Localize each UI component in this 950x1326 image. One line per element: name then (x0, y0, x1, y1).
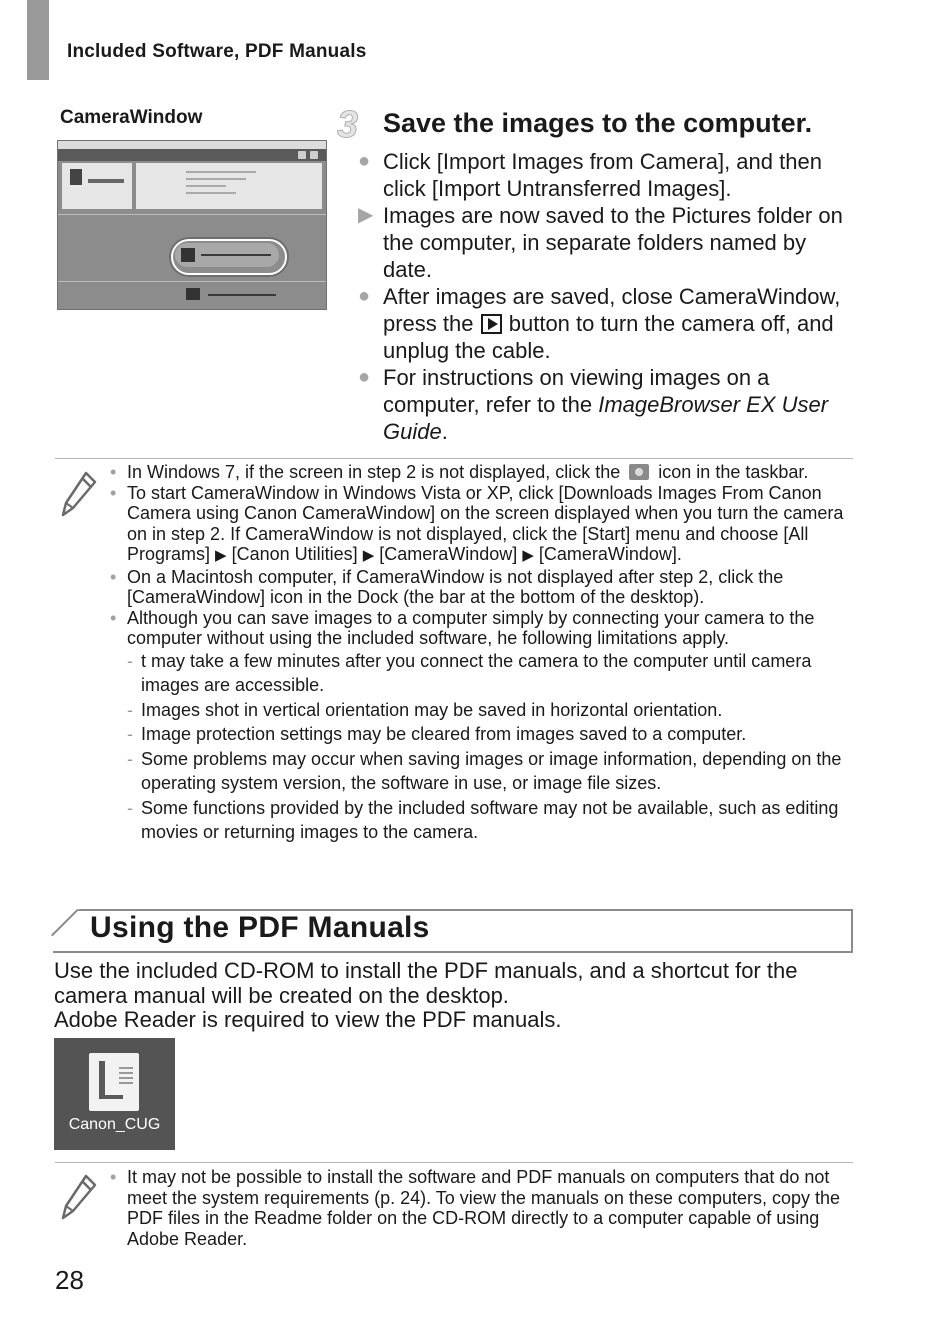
step-item: ● For instructions on viewing images on a computer, refer to the ImageBrowser EX User Guide. (358, 365, 829, 444)
limitations-list (127, 649, 845, 845)
arrow-icon: ▶ (362, 547, 375, 564)
step-title: Save the images to the computer. (383, 108, 813, 138)
section-header: Included Software, PDF Manuals (67, 41, 367, 62)
camerawindow-label: CameraWindow (60, 107, 203, 128)
notes-list (110, 462, 845, 845)
import-images-button (175, 243, 279, 267)
pdf-document-icon (89, 1053, 139, 1111)
close-icon (310, 151, 318, 159)
arrow-icon: ▶ (522, 547, 534, 564)
arrow-marker: ▶ (358, 204, 374, 226)
section-heading: Using the PDF Manuals (90, 911, 430, 944)
limitation-item: - Some problems may occur when saving images or image information, depending on the operating system version, the software in use, or image file sizes. (127, 748, 842, 793)
step-item: ● Click [Import Images from Camera], and then click [Import Untransferred Images]. (358, 149, 822, 201)
step-result: ▶ Images are now saved to the Pictures folder on the computer, in separate folders named by date. (358, 203, 843, 282)
import-icon (181, 248, 195, 262)
note-item: • It may not be possible to install the software and PDF manuals on computers that do not meet the system requirements (p. 24). To view the manuals on these computers, copy the PDF files in the Readme folder on the CD-ROM directly to a computer capable of using Adobe Reader. (110, 1167, 841, 1249)
playback-button-icon (481, 314, 502, 334)
bullet-marker: ● (358, 366, 371, 388)
window-titlebar (58, 141, 326, 149)
camerawindow-taskbar-icon (629, 464, 649, 480)
limitation-item: - Images shot in vertical orientation may be saved in horizontal orientation. (127, 699, 723, 720)
window-menubar (58, 149, 326, 161)
limitation-item: - Image protection settings may be cleared from images saved to a computer. (127, 724, 747, 744)
divider (55, 1162, 853, 1163)
bullet-marker: ● (358, 285, 371, 307)
settings-icon (298, 151, 306, 159)
memory-card-icon (70, 169, 82, 185)
desktop-shortcut-icon (54, 1038, 175, 1150)
note-item: • On a Macintosh computer, if CameraWindow is not displayed after step 2, click the [CameraWindow] icon in the Dock (the bar at the bottom of the desktop). (110, 566, 784, 607)
step-item: ● After images are saved, close CameraWindow, press the button to turn the camera off, and unplug the cable. (358, 284, 841, 363)
limitation-item: - t may take a few minutes after you connect the camera to the computer until camera images are accessible. (127, 650, 812, 695)
step-number: 3 (337, 104, 359, 146)
divider (55, 458, 853, 459)
shortcut-label: Canon_CUG (68, 1116, 161, 1133)
bullet-marker: ● (358, 150, 371, 172)
page-number: 28 (55, 1265, 84, 1295)
arrow-icon: ▶ (215, 547, 227, 564)
notes-list (110, 1167, 845, 1249)
camera-info-panel (62, 163, 132, 209)
capacity-bar (88, 179, 124, 183)
camera-details-panel (136, 163, 322, 209)
side-tab (27, 0, 49, 80)
note-item: • To start CameraWindow in Windows Vista or XP, click [Downloads Images From Canon Camera using Canon CameraWindow] on the screen displayed when you turn the camera on in step 2. If CameraWindow is not displayed, click the [Start] menu and choose [All Programs] ▶ [Canon Utilities] ▶ [CameraWindow] ▶ [CameraWindow]. (110, 482, 844, 564)
pencil-icon (60, 470, 98, 518)
camerawindow-screenshot (57, 140, 327, 310)
pdf-intro: Use the included CD-ROM to install the PDF manuals, and a shortcut for the camera manual will be created on the desktop. Adobe Reader is required to view the PDF manuals. (54, 958, 798, 1032)
pencil-icon (60, 1173, 98, 1221)
guide-title: ImageBrowser EX User Guide (383, 392, 829, 444)
step-instructions (358, 148, 858, 445)
note-item: • Although you can save images to a computer simply by connecting your camera to the computer without using the included software, he following limitations apply. - t may take a few minutes after you connect the camera to the computer until camera images are accessible. - Images shot in vertical orientation may be saved in horizontal orientation. - Image protection settings may be cleared from images saved to a computer. - Some problems may occur when saving images or image information, depending on the operating system version, the software in use, or image file sizes. - Some functions provided by the included software may not be available, such as editing movies or returning images to the camera. (110, 608, 845, 845)
limitation-item: - Some functions provided by the included software may not be available, such as editing movies or returning images to the camera. (127, 797, 839, 842)
organize-icon (186, 288, 200, 300)
note-item: • In Windows 7, if the screen in step 2 is not displayed, click the icon in the taskbar. (110, 462, 809, 482)
